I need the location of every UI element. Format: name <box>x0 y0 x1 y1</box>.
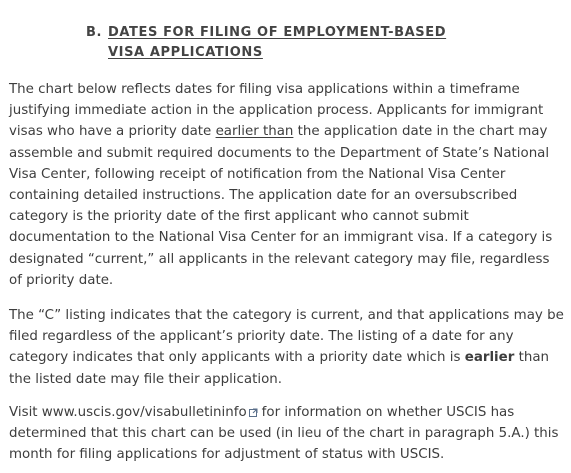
paragraph-current-listing <box>9 305 565 390</box>
underlined-phrase: earlier than <box>215 124 294 140</box>
section-letter: B. <box>86 25 103 40</box>
paragraph-text: Visit <box>9 405 42 420</box>
section-title-line-1: DATES FOR FILING OF EMPLOYMENT-BASED <box>108 25 447 40</box>
paragraph-text: The “C” listing indicates that the category is current, and that applications may be filed regardless of the applicant’s priority date. The listing of a date for any category indicates that only applicants with a priority date which is <box>9 308 564 366</box>
paragraph-text: the application date in the chart may assemble and submit required documents to the Department of State’s National Visa Center, following receipt of notification from the National Visa Center containing detailed instructions. The application date for an oversubscribed category is the priority date of the first applicant who cannot submit documentation to the National Visa Center for an immigrant visa. If a category is designated “current,” all applicants in the relevant category may file, regardless of priority date. <box>9 124 553 288</box>
paragraph-uscis-visit <box>9 402 565 466</box>
paragraph-text: The chart below reflects dates for filing visa applications within a timeframe justifying immediate action in the application process. Applicants for immigrant visas who have a priority date <box>9 82 544 140</box>
paragraph-dates-for-filing <box>9 79 565 291</box>
bold-phrase: earlier <box>464 350 515 366</box>
paragraph-text: than the listed date may file their application. <box>9 350 550 387</box>
paragraph-text: for information on whether USCIS has determined that this chart can be used (in lieu of the chart in paragraph 5.A.) this month for filing applications for adjustment of status with USCIS. <box>9 405 559 463</box>
uscis-link[interactable]: www.uscis.gov/visabulletininfo <box>41 405 247 420</box>
section-heading <box>86 23 446 63</box>
external-link-icon[interactable] <box>249 403 258 412</box>
section-title-line-2: VISA APPLICATIONS <box>108 45 263 60</box>
